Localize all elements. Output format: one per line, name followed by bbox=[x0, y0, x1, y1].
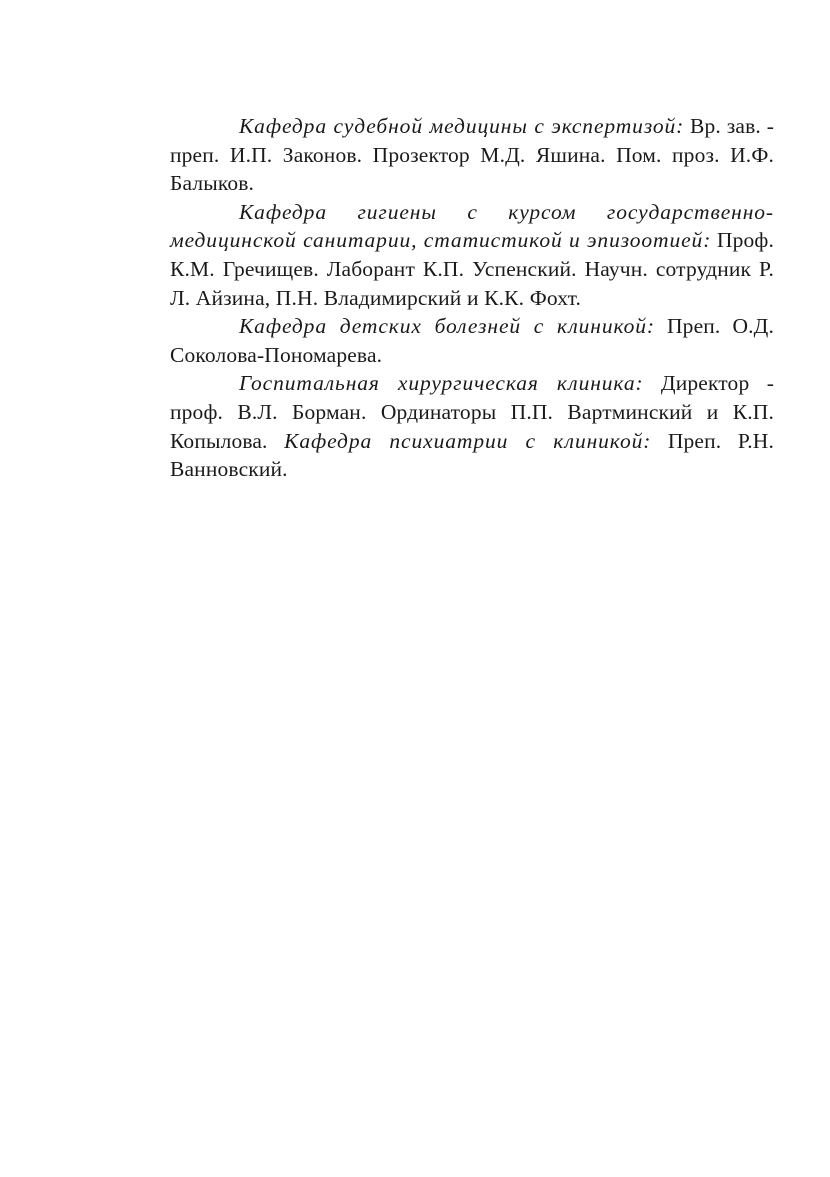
department-name: Кафедра гигиены с курсом государственно-медицинской санитарии, статистикой и эпизоотией: bbox=[170, 199, 774, 253]
paragraph-text-psychiatry: Преп. Р.Н. Ванновский. bbox=[170, 428, 774, 482]
paragraph-text: Директор - проф. В.Л. Борман. Ординаторы П.П. Вартминский и К.П. Копылова. bbox=[170, 371, 774, 453]
paragraph-text: Преп. О.Д. Соколова-Пономарева. bbox=[170, 314, 774, 367]
paragraph-pediatrics bbox=[170, 312, 774, 369]
paragraph-hygiene bbox=[170, 198, 774, 312]
paragraph-hospital-surgery bbox=[170, 369, 774, 483]
department-name-psychiatry: Кафедра психиатрии с клиникой: bbox=[284, 428, 652, 453]
department-name: Кафедра детских болезней с клиникой: bbox=[239, 314, 655, 339]
document-body bbox=[170, 112, 774, 484]
paragraph-text: Вр. зав. - преп. И.П. Законов. Прозектор М.Д. Яшина. Пом. проз. И.Ф. Балыков. bbox=[170, 114, 774, 196]
department-name: Госпитальная хирургическая клиника: bbox=[239, 371, 644, 396]
paragraph-text: Проф. К.М. Гречищев. Лаборант К.П. Успенский. Научн. сотрудник Р. Л. Айзина, П.Н. Владимирский и К.К. Фохт. bbox=[170, 228, 775, 310]
paragraph-forensic-medicine bbox=[170, 112, 774, 198]
department-name: Кафедра судебной медицины с экспертизой: bbox=[239, 114, 685, 138]
